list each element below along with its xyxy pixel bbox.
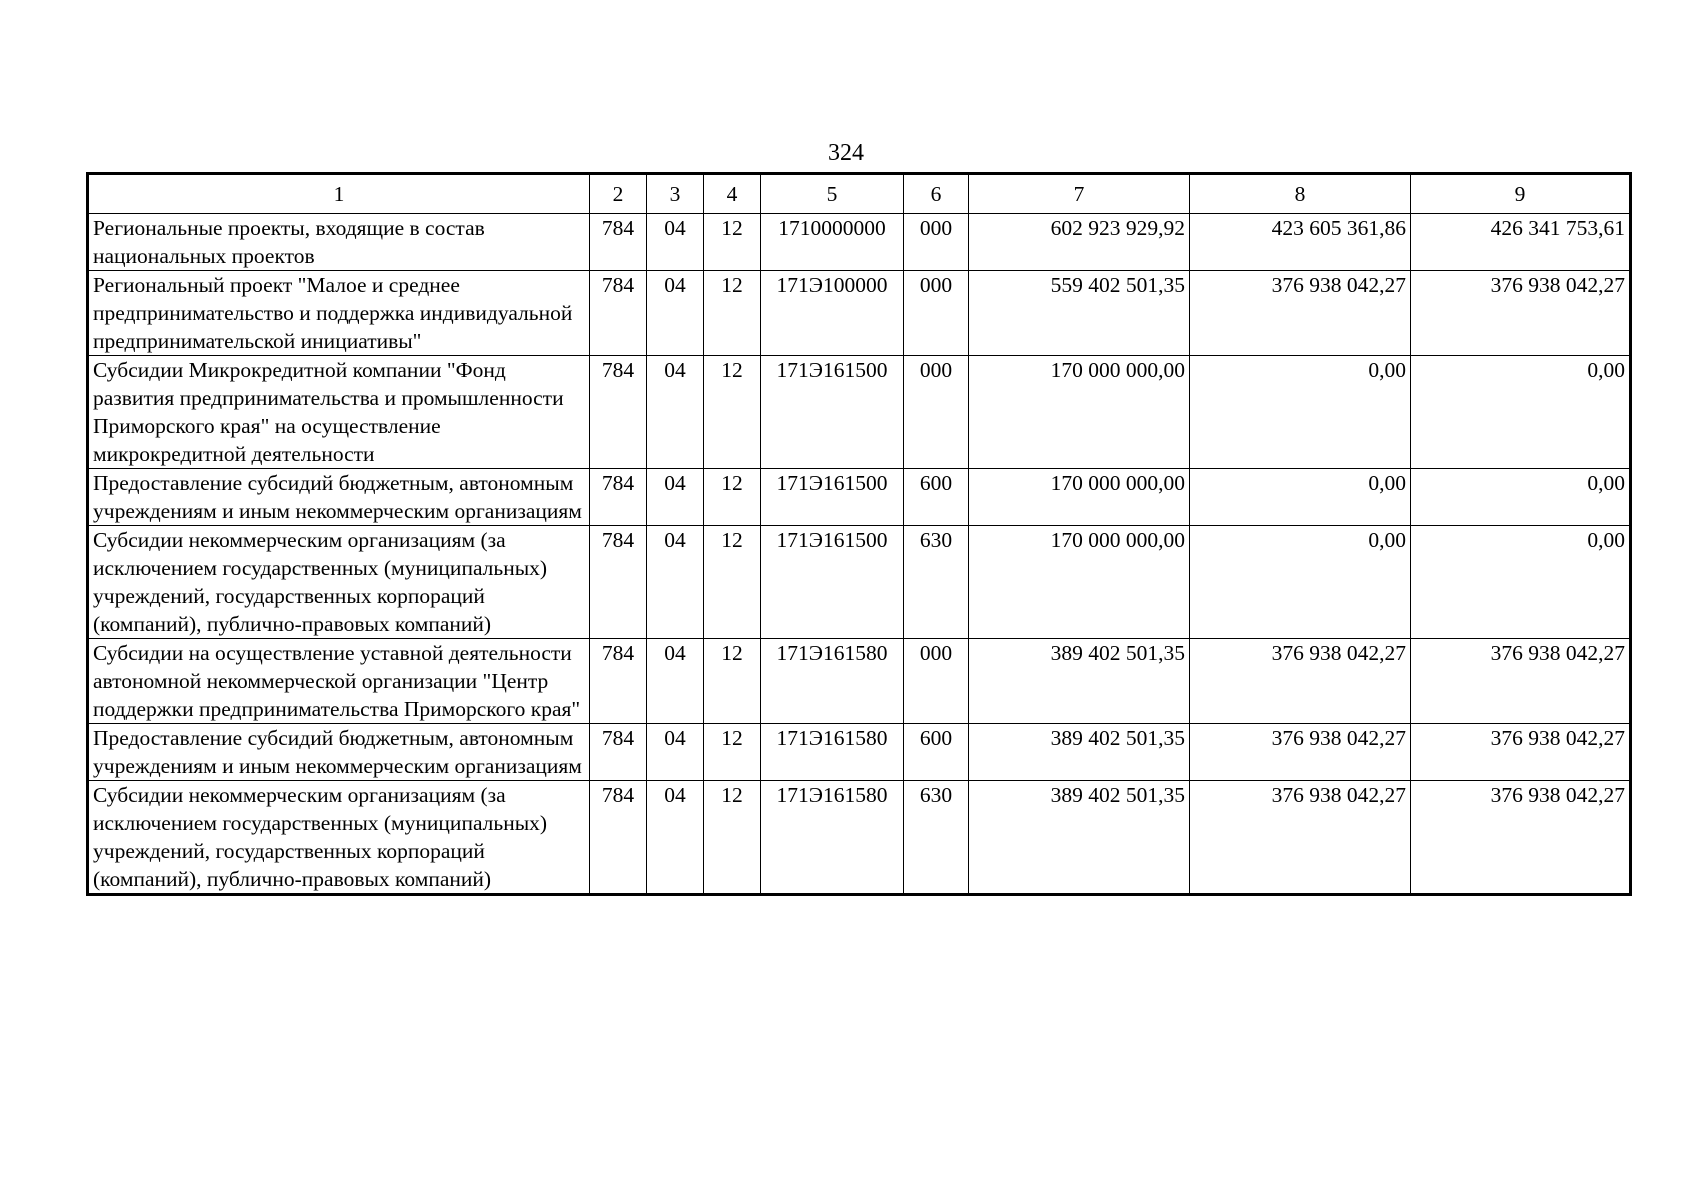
- row-name: Предоставление субсидий бюджетным, автономным учреждениям и иным некоммерческим организациям: [88, 469, 590, 526]
- ministry-code: 784: [590, 724, 647, 781]
- table-row: [88, 214, 1631, 271]
- page-number: 324: [828, 140, 864, 166]
- amount-col-7: 389 402 501,35: [969, 781, 1190, 895]
- row-name: Предоставление субсидий бюджетным, автономным учреждениям и иным некоммерческим организациям: [88, 724, 590, 781]
- subsection-code: 12: [704, 781, 761, 895]
- column-header-6: 6: [904, 174, 969, 214]
- section-code: 04: [647, 469, 704, 526]
- section-code: 04: [647, 214, 704, 271]
- ministry-code: 784: [590, 214, 647, 271]
- column-header-8: 8: [1190, 174, 1411, 214]
- amount-col-8: 376 938 042,27: [1190, 271, 1411, 356]
- amount-col-7: 170 000 000,00: [969, 356, 1190, 469]
- amount-col-7: 602 923 929,92: [969, 214, 1190, 271]
- section-code: 04: [647, 639, 704, 724]
- column-header-9: 9: [1411, 174, 1631, 214]
- amount-col-9: 376 938 042,27: [1411, 271, 1631, 356]
- ministry-code: 784: [590, 356, 647, 469]
- table-row: [88, 356, 1631, 469]
- row-name: Региональные проекты, входящие в состав национальных проектов: [88, 214, 590, 271]
- target-article-code: 171Э161500: [761, 526, 904, 639]
- expense-type-code: 000: [904, 214, 969, 271]
- subsection-code: 12: [704, 214, 761, 271]
- budget-table: [86, 172, 1632, 896]
- table-row: [88, 271, 1631, 356]
- section-code: 04: [647, 724, 704, 781]
- row-name: Субсидии на осуществление уставной деятельности автономной некоммерческой организации "Центр поддержки предпринимательства Приморского края": [88, 639, 590, 724]
- row-name: Субсидии некоммерческим организациям (за исключением государственных (муниципальных) учреждений, государственных корпораций (компаний), публично-правовых компаний): [88, 526, 590, 639]
- subsection-code: 12: [704, 469, 761, 526]
- table-row: [88, 526, 1631, 639]
- subsection-code: 12: [704, 356, 761, 469]
- column-header-4: 4: [704, 174, 761, 214]
- amount-col-7: 389 402 501,35: [969, 639, 1190, 724]
- subsection-code: 12: [704, 526, 761, 639]
- expense-type-code: 000: [904, 639, 969, 724]
- amount-col-9: 0,00: [1411, 356, 1631, 469]
- expense-type-code: 630: [904, 526, 969, 639]
- expense-type-code: 600: [904, 724, 969, 781]
- amount-col-8: 376 938 042,27: [1190, 639, 1411, 724]
- table-row: [88, 724, 1631, 781]
- column-header-1: 1: [88, 174, 590, 214]
- ministry-code: 784: [590, 781, 647, 895]
- amount-col-9: 0,00: [1411, 469, 1631, 526]
- amount-col-8: 376 938 042,27: [1190, 724, 1411, 781]
- amount-col-9: 426 341 753,61: [1411, 214, 1631, 271]
- amount-col-7: 389 402 501,35: [969, 724, 1190, 781]
- ministry-code: 784: [590, 271, 647, 356]
- target-article-code: 1710000000: [761, 214, 904, 271]
- amount-col-8: 423 605 361,86: [1190, 214, 1411, 271]
- ministry-code: 784: [590, 526, 647, 639]
- table-row: [88, 639, 1631, 724]
- amount-col-8: 0,00: [1190, 526, 1411, 639]
- amount-col-8: 376 938 042,27: [1190, 781, 1411, 895]
- subsection-code: 12: [704, 639, 761, 724]
- amount-col-7: 559 402 501,35: [969, 271, 1190, 356]
- amount-col-9: 376 938 042,27: [1411, 639, 1631, 724]
- subsection-code: 12: [704, 724, 761, 781]
- subsection-code: 12: [704, 271, 761, 356]
- ministry-code: 784: [590, 469, 647, 526]
- header-row: [88, 174, 1631, 214]
- section-code: 04: [647, 781, 704, 895]
- row-name: Региональный проект "Малое и среднее предпринимательство и поддержка индивидуальной предпринимательской инициативы": [88, 271, 590, 356]
- amount-col-8: 0,00: [1190, 469, 1411, 526]
- column-header-5: 5: [761, 174, 904, 214]
- row-name: Субсидии некоммерческим организациям (за исключением государственных (муниципальных) учреждений, государственных корпораций (компаний), публично-правовых компаний): [88, 781, 590, 895]
- section-code: 04: [647, 271, 704, 356]
- section-code: 04: [647, 526, 704, 639]
- target-article-code: 171Э100000: [761, 271, 904, 356]
- target-article-code: 171Э161500: [761, 356, 904, 469]
- amount-col-7: 170 000 000,00: [969, 469, 1190, 526]
- expense-type-code: 600: [904, 469, 969, 526]
- column-header-2: 2: [590, 174, 647, 214]
- column-header-3: 3: [647, 174, 704, 214]
- amount-col-9: 376 938 042,27: [1411, 724, 1631, 781]
- amount-col-9: 376 938 042,27: [1411, 781, 1631, 895]
- table-row: [88, 469, 1631, 526]
- amount-col-7: 170 000 000,00: [969, 526, 1190, 639]
- expense-type-code: 000: [904, 271, 969, 356]
- column-header-7: 7: [969, 174, 1190, 214]
- table-row: [88, 781, 1631, 895]
- amount-col-8: 0,00: [1190, 356, 1411, 469]
- ministry-code: 784: [590, 639, 647, 724]
- section-code: 04: [647, 356, 704, 469]
- target-article-code: 171Э161500: [761, 469, 904, 526]
- target-article-code: 171Э161580: [761, 639, 904, 724]
- expense-type-code: 630: [904, 781, 969, 895]
- amount-col-9: 0,00: [1411, 526, 1631, 639]
- expense-type-code: 000: [904, 356, 969, 469]
- row-name: Субсидии Микрокредитной компании "Фонд развития предпринимательства и промышленности Приморского края" на осуществление микрокредитной деятельности: [88, 356, 590, 469]
- target-article-code: 171Э161580: [761, 724, 904, 781]
- target-article-code: 171Э161580: [761, 781, 904, 895]
